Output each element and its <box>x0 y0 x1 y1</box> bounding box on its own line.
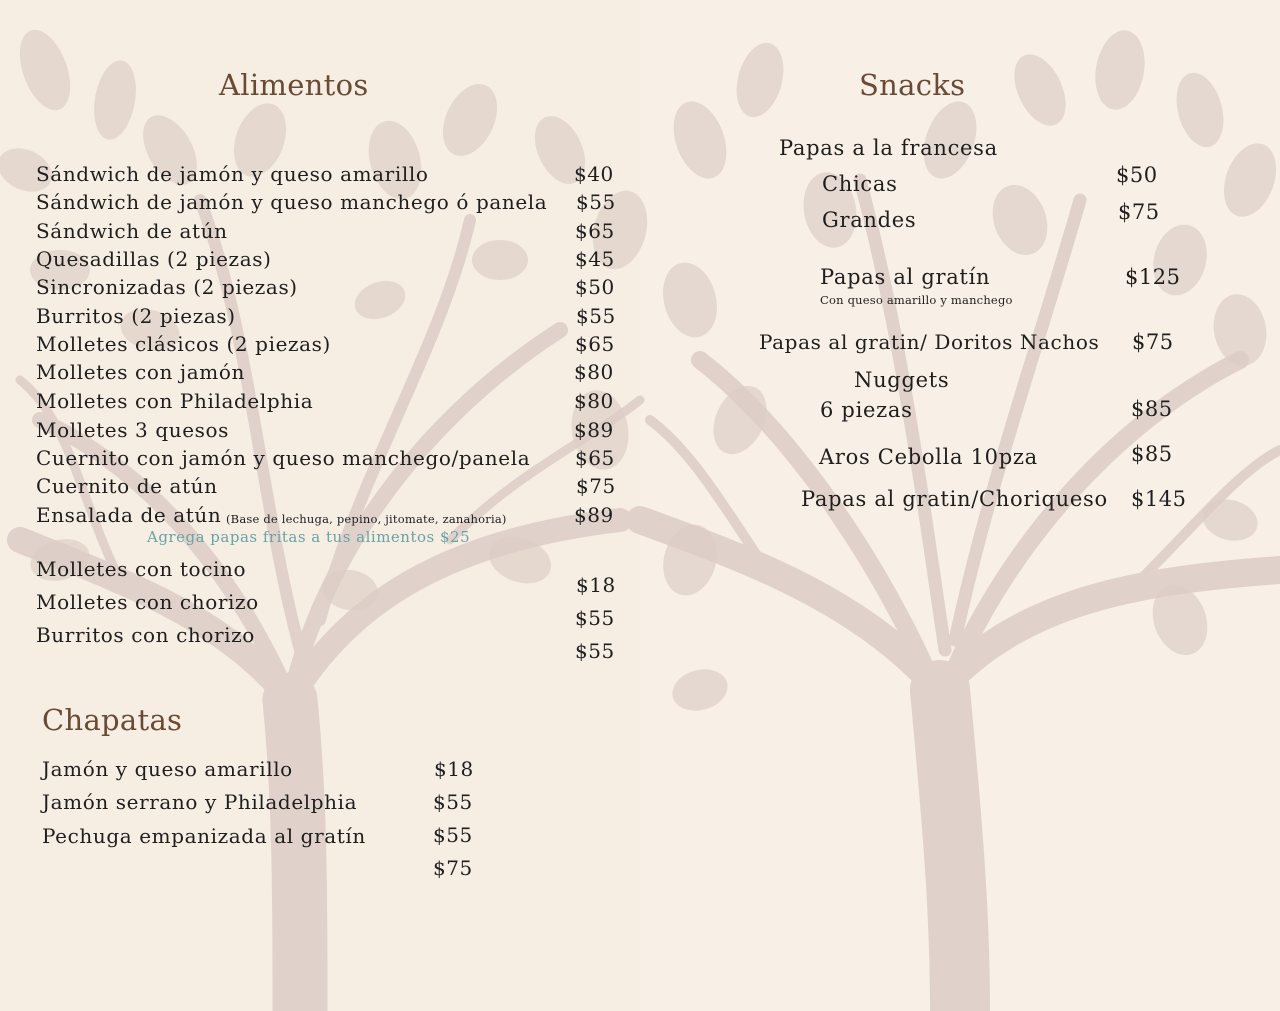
snack-item-price: $145 <box>1131 487 1187 511</box>
snack-item-name: Chicas <box>822 172 898 196</box>
chapata-item-price: $55 <box>433 823 473 847</box>
menu-item-name: Sincronizadas (2 piezas) <box>36 275 298 299</box>
chapata-item-price: $18 <box>434 757 474 781</box>
menu-item-name: Sándwich de jamón y queso amarillo <box>36 162 429 186</box>
snack-item-name: Aros Cebolla 10pza <box>819 445 1038 469</box>
menu-item-price: $65 <box>575 446 615 470</box>
menu-item-name: Molletes con Philadelphia <box>36 389 314 413</box>
extra-item-price: $18 <box>576 573 616 597</box>
menu-item-price: $89 <box>574 503 614 527</box>
menu-item-name: Sándwich de atún <box>36 219 228 243</box>
snacks-title: Snacks <box>859 68 966 102</box>
snack-item-name: Papas al gratin/ Doritos Nachos <box>759 330 1100 354</box>
snack-item-price: $85 <box>1131 442 1173 466</box>
alimentos-title: Alimentos <box>219 68 369 102</box>
menu-item-name: Ensalada de atún <box>36 503 222 527</box>
menu-item-price: $55 <box>576 190 616 214</box>
menu-item-name: Molletes con jamón <box>36 360 245 384</box>
menu-item-price: $50 <box>575 275 615 299</box>
menu-item-price: $65 <box>575 332 615 356</box>
menu-item-price: $65 <box>575 219 615 243</box>
menu-item-name: Sándwich de jamón y queso manchego ó panela <box>36 190 548 214</box>
extra-item-price: $55 <box>575 639 615 663</box>
snack-item-name: Papas al gratín <box>820 265 991 289</box>
menu-item-price: $55 <box>576 304 616 328</box>
chapata-item-price: $75 <box>433 856 473 880</box>
menu-item-name: Cuernito con jamón y queso manchego/panela <box>36 446 531 470</box>
chapata-item-name: Jamón y queso amarillo <box>42 757 293 781</box>
extra-item-name: Molletes con chorizo <box>36 590 259 614</box>
fries-promo-note: Agrega papas fritas a tus alimentos $25 <box>147 528 471 546</box>
snack-item-sub: 6 piezas <box>820 398 913 422</box>
menu-item-price: $80 <box>574 389 614 413</box>
snack-item-price: $75 <box>1132 330 1174 354</box>
extra-item-price: $55 <box>575 606 615 630</box>
chapata-item-name: Jamón serrano y Philadelphia <box>42 790 358 814</box>
menu-item-name: Burritos (2 piezas) <box>36 304 236 328</box>
chapata-item-price: $55 <box>433 790 473 814</box>
menu-item-price: $75 <box>576 474 616 498</box>
extra-item-name: Molletes con tocino <box>36 557 247 581</box>
menu-item-name: Molletes 3 quesos <box>36 418 230 442</box>
chapata-item-name: Pechuga empanizada al gratín <box>42 824 366 848</box>
snack-item-price: $75 <box>1118 200 1160 224</box>
snack-item-name: Grandes <box>822 208 917 232</box>
snack-item-price: $85 <box>1131 397 1173 421</box>
extra-item-name: Burritos con chorizo <box>36 623 255 647</box>
menu-item-price: $89 <box>574 418 614 442</box>
snack-group-name: Papas a la francesa <box>779 136 998 160</box>
menu-item-price: $40 <box>574 162 614 186</box>
menu-item-note: (Base de lechuga, pepino, jitomate, zanahoria) <box>226 512 507 526</box>
menu-item-name: Molletes clásicos (2 piezas) <box>36 332 331 356</box>
chapatas-title: Chapatas <box>42 703 183 737</box>
snack-item-name: Nuggets <box>854 368 950 392</box>
snack-item-price: $125 <box>1125 265 1181 289</box>
menu-item-price: $80 <box>574 360 614 384</box>
menu-item-name: Cuernito de atún <box>36 474 218 498</box>
snack-item-price: $50 <box>1116 163 1158 187</box>
snack-item-note: Con queso amarillo y manchego <box>820 293 1013 307</box>
snack-item-name: Papas al gratin/Choriqueso <box>801 487 1108 511</box>
menu-item-name: Quesadillas (2 piezas) <box>36 247 272 271</box>
menu-item-price: $45 <box>575 247 615 271</box>
